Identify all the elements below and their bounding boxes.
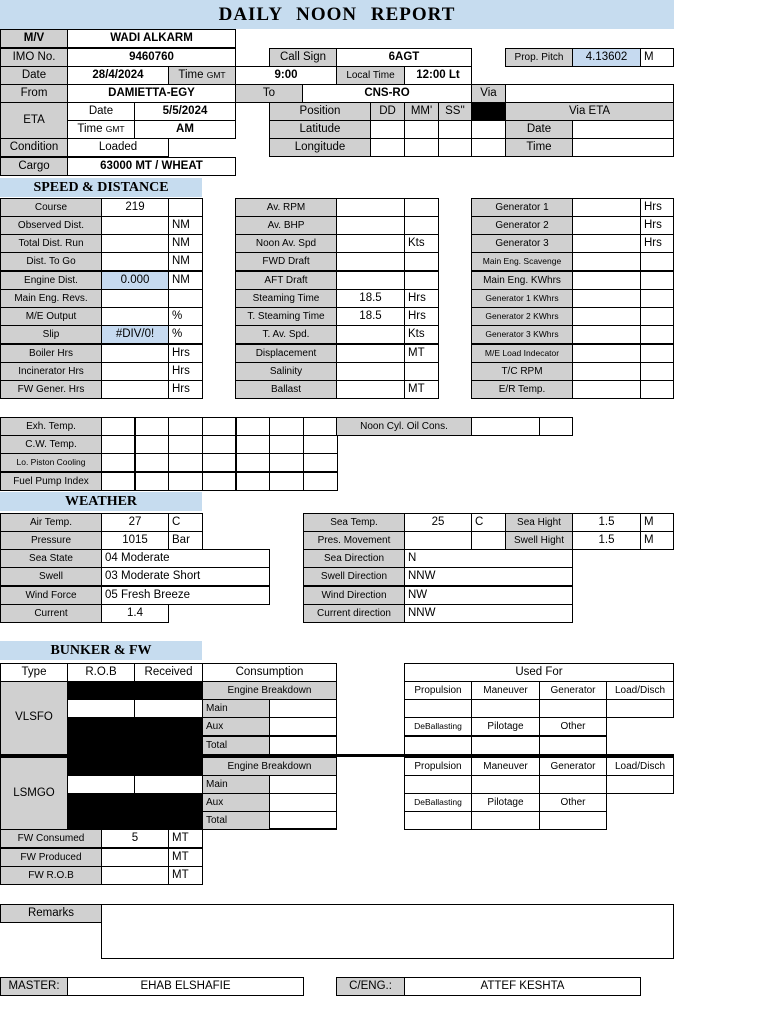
lon-mm[interactable] [404,138,439,157]
fw-consumed-field[interactable]: 5 [101,829,169,848]
slip-field[interactable]: #DIV/0! [101,325,169,344]
master-label: MASTER: [0,977,68,996]
gen3-kw-unit [640,325,674,344]
generator-1-field[interactable] [572,198,641,217]
vlsfo-received-field[interactable] [134,699,203,718]
av-bhp-field[interactable] [336,216,405,235]
via-date-label: Date [505,120,573,139]
displacement-label: Displacement [235,344,337,363]
lon-ew[interactable] [471,138,506,157]
revs-unit [168,289,203,308]
generator-2-label: Generator 2 [471,216,573,235]
vlsfo-propulsion-label: Propulsion [404,681,472,700]
cw-temp-label: C.W. Temp. [0,435,102,454]
lsmgo-generator-label: Generator [539,757,607,776]
generator-2-field[interactable] [572,216,641,235]
type-header: Type [0,663,68,682]
imo-field[interactable]: 9460760 [67,48,236,67]
lon-dd[interactable] [370,138,405,157]
received-header: Received [134,663,203,682]
lsmgo-other-label: Other [539,793,607,812]
prop-pitch-label: Prop. Pitch [505,48,573,67]
exh-cyl-2-field[interactable] [134,417,169,436]
call-sign-label: Call Sign [269,48,337,67]
fw-produced-field[interactable] [101,848,169,867]
cargo-field[interactable]: 63000 MT / WHEAT [67,157,236,176]
main-eng-scavenge-label: Main Eng. Scavenge [471,252,573,271]
eta-time-field[interactable]: AM [134,120,236,139]
vlsfo-propulsion-field[interactable] [404,699,472,718]
longitude-label: Longitude [269,138,371,157]
sea-temp-field[interactable]: 25 [404,513,472,532]
mt-unit: MT [168,829,203,848]
salinity-unit [404,362,439,381]
pres-movement-field[interactable] [404,531,472,550]
wind-force-label: Wind Force [0,586,102,605]
observed-dist-field[interactable] [101,216,169,235]
hrs-unit: Hrs [404,307,439,326]
wind-direction-label: Wind Direction [303,586,405,605]
av-bhp-label: Av. BHP [235,216,337,235]
lsmgo-deballasting-field[interactable] [404,811,472,830]
bhp-unit [404,216,439,235]
nm-unit: NM [168,216,203,235]
t-av-spd-field[interactable] [336,325,405,344]
local-time-label: Local Time [336,66,405,85]
condition-field[interactable]: Loaded [67,138,169,157]
swell-direction-label: Swell Direction [303,567,405,586]
er-unit [640,380,674,399]
sea-direction-field[interactable]: N [404,549,573,568]
vlsfo-maneuver-field[interactable] [471,699,540,718]
from-field[interactable]: DAMIETTA-EGY [67,84,236,103]
me-load-indicator-label: M/E Load Indecator [471,344,573,363]
dist-to-go-label: Dist. To Go [0,252,102,271]
remarks-field[interactable] [101,904,674,959]
rpm-unit [404,198,439,217]
lsmgo-pilotage-label: Pilotage [471,793,540,812]
vlsfo-deballasting-label: DeBallasting [404,717,472,736]
fuel-pump-cyl-5-field[interactable] [235,472,270,491]
local-time-field[interactable]: 12:00 Lt [404,66,472,85]
course-field[interactable]: 219 [101,198,169,217]
sea-state-label: Sea State [0,549,102,568]
lsmgo-engine-breakdown-label: Engine Breakdown [202,757,337,776]
noon-cyl-oil-label: Noon Cyl. Oil Cons. [336,417,472,436]
fw-gener-hrs-label: FW Gener. Hrs [0,380,102,399]
lsmgo-black-top [67,757,203,776]
kts-unit: Kts [404,234,439,253]
lsmgo-propulsion-field[interactable] [404,775,472,794]
tc-unit [640,362,674,381]
t-steaming-time-label: T. Steaming Time [235,307,337,326]
lsmgo-generator-field[interactable] [539,775,607,794]
mt-unit: MT [404,380,439,399]
engine-dist-label: Engine Dist. [0,271,102,290]
fw-rob-field[interactable] [101,866,169,885]
er-temp-label: E/R Temp. [471,380,573,399]
main-eng-revs-field[interactable] [101,289,169,308]
via-field[interactable] [505,84,674,103]
fw-rob-label: FW R.O.B [0,866,102,885]
aft-draft-label: AFT Draft [235,271,337,290]
vlsfo-other-field[interactable] [539,736,607,755]
cw-cyl-1-field[interactable] [101,435,136,454]
vlsfo-pilotage-field[interactable] [471,736,540,755]
lsmgo-total-label: Total [202,811,270,830]
air-temp-label: Air Temp. [0,513,102,532]
lsmgo-label: LSMGO [0,757,68,830]
date-field[interactable]: 28/4/2024 [67,66,169,85]
eta-label: ETA [0,102,68,139]
piston-cyl-1-field[interactable] [101,453,136,472]
vlsfo-generator-field[interactable] [539,699,607,718]
displacement-field[interactable] [336,344,405,363]
fwd-unit [404,252,439,271]
generator-3-kwhrs-label: Generator 3 KWhrs [471,325,573,344]
section-bunker-fw: BUNKER & FW [0,641,202,660]
fuel-pump-cyl-6-field[interactable] [269,472,304,491]
vlsfo-pilotage-label: Pilotage [471,717,540,736]
salinity-field[interactable] [336,362,405,381]
hrs-unit: Hrs [168,380,203,399]
vlsfo-rob-field[interactable] [67,699,135,718]
load-ind-unit [640,344,674,363]
main-eng-kwhrs-label: Main Eng. KWhrs [471,271,573,290]
mt-unit: MT [168,866,203,885]
fw-gener-hrs-field[interactable] [101,380,169,399]
generator-2-kwhrs-label: Generator 2 KWhrs [471,307,573,326]
swell-hight-field[interactable]: 1.5 [572,531,641,550]
mv-field[interactable]: WADI ALKARM [67,29,236,48]
vlsfo-load-disch-field[interactable] [606,699,674,718]
observed-dist-label: Observed Dist. [0,216,102,235]
vlsfo-main-label: Main [202,699,270,718]
lsmgo-main-field[interactable] [269,775,337,794]
position-label: Position [269,102,371,121]
lsmgo-pilotage-field[interactable] [471,811,540,830]
total-dist-field[interactable] [101,234,169,253]
report-title: DAILY NOON REPORT [0,0,674,29]
sea-hight-label: Sea Hight [505,513,573,532]
mm-label: MM' [404,102,439,121]
ballast-field[interactable] [336,380,405,399]
lsmgo-aux-label: Aux [202,793,270,812]
pressure-unit: Bar [168,531,203,550]
pressure-label: Pressure [0,531,102,550]
vlsfo-total-label: Total [202,736,270,755]
sea-state-field[interactable]: 04 Moderate [101,549,270,568]
piston-cyl-6-field[interactable] [269,453,304,472]
piston-cyl-4-field[interactable] [202,453,237,472]
sea-hight-unit: M [640,513,674,532]
lsmgo-rob-field[interactable] [67,775,135,794]
sea-temp-unit: C [471,513,506,532]
eta-time-label: Time GMT [67,120,135,139]
swell-direction-field[interactable]: NNW [404,567,573,586]
consumption-header: Consumption [202,663,337,682]
from-label: From [0,84,68,103]
vlsfo-aux-label: Aux [202,717,270,736]
lsmgo-maneuver-field[interactable] [471,775,540,794]
vlsfo-aux-field[interactable] [269,717,337,736]
fw-consumed-label: FW Consumed [0,829,102,848]
piston-cyl-3-field[interactable] [168,453,203,472]
used-for-header: Used For [404,663,674,682]
generator-3-kwhrs-field[interactable] [572,325,641,344]
steaming-time-field[interactable]: 18.5 [336,289,405,308]
cw-cyl-6-field[interactable] [269,435,304,454]
current-direction-label: Current direction [303,604,405,623]
vlsfo-label: VLSFO [0,681,68,755]
main-eng-kwhrs-field[interactable] [572,271,641,290]
main-eng-revs-label: Main Eng. Revs. [0,289,102,308]
current-direction-field[interactable]: NNW [404,604,573,623]
master-field[interactable]: EHAB ELSHAFIE [67,977,304,996]
course-unit [168,198,203,217]
vlsfo-black-top [67,681,203,700]
generator-3-label: Generator 3 [471,234,573,253]
mt-unit: MT [168,848,203,867]
lat-ss[interactable] [438,120,472,139]
ballast-label: Ballast [235,380,337,399]
dd-label: DD [370,102,405,121]
lat-mm[interactable] [404,120,439,139]
generator-2-kwhrs-field[interactable] [572,307,641,326]
hrs-unit: Hrs [168,362,203,381]
fuel-pump-cyl-1-field[interactable] [101,472,136,491]
lat-ns[interactable] [471,120,506,139]
fuel-pump-cyl-7-field[interactable] [303,472,338,491]
lsmgo-load-disch-field[interactable] [606,775,674,794]
lsmgo-aux-field[interactable] [269,793,337,812]
cw-cyl-5-field[interactable] [235,435,270,454]
aft-unit [404,271,439,290]
dist-to-go-field[interactable] [101,252,169,271]
ceng-label: C/ENG.: [336,977,405,996]
fw-produced-label: FW Produced [0,848,102,867]
sea-direction-label: Sea Direction [303,549,405,568]
generator-1-label: Generator 1 [471,198,573,217]
nm-unit: NM [168,252,203,271]
via-date-field[interactable] [572,120,674,139]
lsmgo-black-bottom [67,793,203,830]
me-output-field[interactable] [101,307,169,326]
noon-cyl-oil-field[interactable] [471,417,540,436]
salinity-label: Salinity [235,362,337,381]
vlsfo-deballasting-field[interactable] [404,736,472,755]
piston-cyl-2-field[interactable] [134,453,169,472]
piston-cyl-5-field[interactable] [235,453,270,472]
vlsfo-generator-label: Generator [539,681,607,700]
via-eta-label: Via ETA [505,102,674,121]
course-label: Course [0,198,102,217]
slip-label: Slip [0,325,102,344]
sea-temp-label: Sea Temp. [303,513,405,532]
pct-unit: % [168,307,203,326]
lat-dd[interactable] [370,120,405,139]
t-av-spd-label: T. Av. Spd. [235,325,337,344]
piston-cooling-label: Lo. Piston Cooling [0,453,102,472]
sea-hight-field[interactable]: 1.5 [572,513,641,532]
rob-header: R.O.B [67,663,135,682]
nm-unit: NM [168,271,203,290]
latitude-label: Latitude [269,120,371,139]
lsmgo-propulsion-label: Propulsion [404,757,472,776]
hrs-unit: Hrs [404,289,439,308]
exh-cyl-4-field[interactable] [202,417,237,436]
noon-av-spd-field[interactable] [336,234,405,253]
section-speed-distance: SPEED & DISTANCE [0,178,202,197]
lsmgo-other-field[interactable] [539,811,607,830]
vlsfo-engine-breakdown-label: Engine Breakdown [202,681,337,700]
mt-unit: MT [404,344,439,363]
hrs-unit: Hrs [640,216,674,235]
to-label: To [235,84,303,103]
exh-cyl-7-field[interactable] [303,417,338,436]
section-weather: WEATHER [0,492,202,511]
prop-pitch-field[interactable]: 4.13602 [572,48,641,67]
nm-unit: NM [168,234,203,253]
lon-ss[interactable] [438,138,472,157]
air-temp-field[interactable]: 27 [101,513,169,532]
cyl-oil-unit [539,417,573,436]
fuel-pump-cyl-3-field[interactable] [168,472,203,491]
piston-cyl-7-field[interactable] [303,453,338,472]
eta-date-field[interactable]: 5/5/2024 [134,102,236,121]
via-label: Via [471,84,506,103]
eta-date-label: Date [67,102,135,121]
incinerator-hrs-field[interactable] [101,362,169,381]
gen2-kw-unit [640,307,674,326]
lsmgo-load-disch-label: Load/Disch [606,757,674,776]
vlsfo-maneuver-label: Maneuver [471,681,540,700]
to-field[interactable]: CNS-RO [302,84,472,103]
vlsfo-other-label: Other [539,717,607,736]
via-time-label: Time [505,138,573,157]
pres-movement-label: Pres. Movement [303,531,405,550]
cw-cyl-4-field[interactable] [202,435,237,454]
aft-draft-field[interactable] [336,271,405,290]
generator-1-kwhrs-label: Generator 1 KWhrs [471,289,573,308]
t-steaming-time-field[interactable]: 18.5 [336,307,405,326]
exh-cyl-5-field[interactable] [235,417,270,436]
lsmgo-main-label: Main [202,775,270,794]
current-field[interactable]: 1.4 [101,604,169,623]
vlsfo-black-bottom [67,717,203,755]
pressure-field[interactable]: 1015 [101,531,169,550]
hrs-unit: Hrs [640,198,674,217]
boiler-hrs-label: Boiler Hrs [0,344,102,363]
call-sign-field[interactable]: 6AGT [336,48,472,67]
noon-av-spd-label: Noon Av. Spd [235,234,337,253]
total-dist-label: Total Dist. Run [0,234,102,253]
lsmgo-total-field[interactable] [269,811,337,830]
lsmgo-deballasting-label: DeBallasting [404,793,472,812]
er-temp-field[interactable] [572,380,641,399]
cw-cyl-2-field[interactable] [134,435,169,454]
lsmgo-received-field[interactable] [134,775,203,794]
swell-field[interactable]: 03 Moderate Short [101,567,270,586]
hrs-unit: Hrs [640,234,674,253]
me-output-label: M/E Output [0,307,102,326]
wind-force-field[interactable]: 05 Fresh Breeze [101,586,270,605]
kwhrs-unit [640,271,674,290]
fwd-draft-field[interactable] [336,252,405,271]
steaming-time-label: Steaming Time [235,289,337,308]
tc-rpm-field[interactable] [572,362,641,381]
exh-cyl-6-field[interactable] [269,417,304,436]
boiler-hrs-field[interactable] [101,344,169,363]
ceng-field[interactable]: ATTEF KESHTA [404,977,641,996]
engine-dist-field[interactable]: 0.000 [101,271,169,290]
wind-direction-field[interactable]: NW [404,586,573,605]
mv-label: M/V [0,29,68,48]
main-eng-scavenge-field[interactable] [572,252,641,271]
generator-3-field[interactable] [572,234,641,253]
hrs-unit: Hrs [168,344,203,363]
time-field[interactable]: 9:00 [235,66,337,85]
black-cell [471,102,506,121]
av-rpm-label: Av. RPM [235,198,337,217]
date-label: Date [0,66,68,85]
fwd-draft-label: FWD Draft [235,252,337,271]
kts-unit: Kts [404,325,439,344]
tc-rpm-label: T/C RPM [471,362,573,381]
exh-temp-label: Exh. Temp. [0,417,102,436]
av-rpm-field[interactable] [336,198,405,217]
lsmgo-maneuver-label: Maneuver [471,757,540,776]
swell-label: Swell [0,567,102,586]
incinerator-hrs-label: Incinerator Hrs [0,362,102,381]
cw-cyl-3-field[interactable] [168,435,203,454]
current-label: Current [0,604,102,623]
swell-hight-unit: M [640,531,674,550]
vlsfo-total-field[interactable] [269,736,337,755]
vlsfo-load-disch-label: Load/Disch [606,681,674,700]
fuel-pump-cyl-2-field[interactable] [134,472,169,491]
exh-cyl-1-field[interactable] [101,417,136,436]
condition-label: Condition [0,138,68,157]
pct-unit: % [168,325,203,344]
swell-hight-label: Swell Hight [505,531,573,550]
cargo-label: Cargo [0,157,68,176]
exh-cyl-3-field[interactable] [168,417,203,436]
scavenge-unit [640,252,674,271]
fuel-pump-cyl-4-field[interactable] [202,472,237,491]
imo-label: IMO No. [0,48,68,67]
cw-cyl-7-field[interactable] [303,435,338,454]
me-load-indicator-field[interactable] [572,344,641,363]
via-time-field[interactable] [572,138,674,157]
remarks-label: Remarks [0,904,102,923]
gen1-kw-unit [640,289,674,308]
time-gmt-label: Time GMT [168,66,236,85]
ss-label: SS'' [438,102,472,121]
generator-1-kwhrs-field[interactable] [572,289,641,308]
fuel-pump-index-label: Fuel Pump Index [0,472,102,491]
pres-movement-unit [471,531,506,550]
vlsfo-main-field[interactable] [269,699,337,718]
air-temp-unit: C [168,513,203,532]
prop-pitch-unit: M [640,48,674,67]
